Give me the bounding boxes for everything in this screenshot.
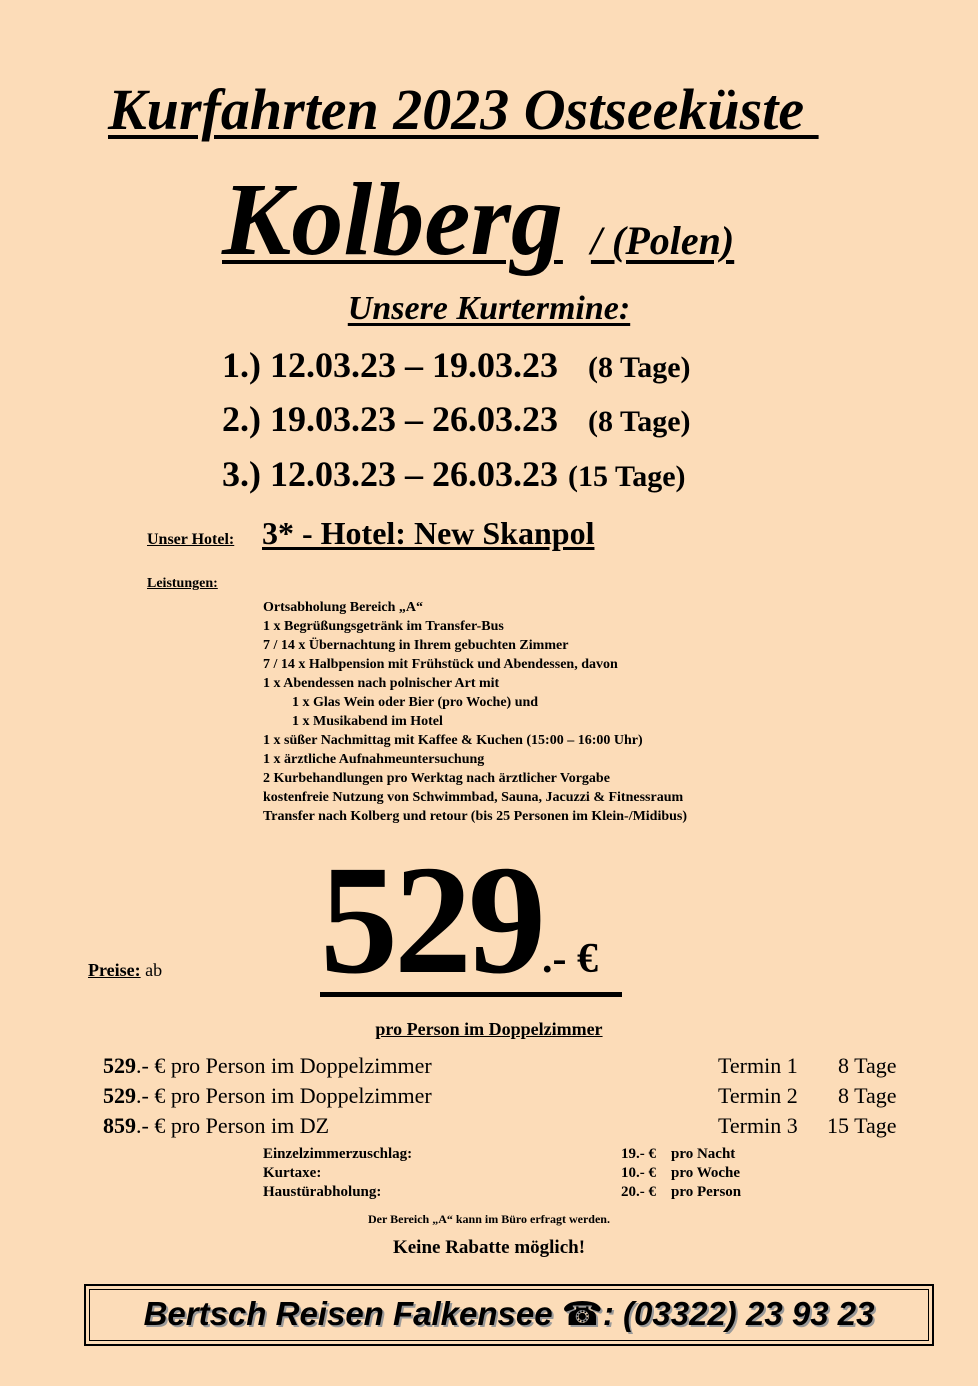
fee-label: Einzelzimmerzuschlag: (263, 1146, 413, 1162)
fee-amount: 20.- € (621, 1184, 656, 1200)
date-range: 1.) 12.03.23 – 19.03.23 (222, 345, 558, 385)
fee-amount: 10.- € (621, 1165, 656, 1181)
phone-number: : (03322) 23 93 23 (602, 1295, 875, 1332)
price-row-text: .- € pro Person im Doppelzimmer (136, 1083, 432, 1108)
price-row-days: 8 Tage (838, 1083, 897, 1108)
date-row (222, 453, 686, 495)
no-discount-note: Keine Rabatte möglich! (392, 1237, 586, 1258)
services-list (263, 598, 687, 826)
fee-unit: pro Person (671, 1184, 742, 1200)
price-row-termin: Termin 3 (718, 1113, 798, 1138)
country-name: / (Polen) (590, 218, 735, 263)
list-item: 1 x Begrüßungsgetränk im Transfer-Bus (263, 619, 504, 634)
list-item: 1 x Abendessen nach polnischer Art mit (263, 676, 500, 691)
price-from: ab (145, 960, 163, 980)
list-item: Transfer nach Kolberg und retour (bis 25 Personen im Klein-/Midibus) (263, 809, 688, 824)
list-item: 7 / 14 x Halbpension mit Frühstück und Abendessen, davon (263, 657, 618, 672)
city-name: Kolberg (222, 162, 563, 277)
hotel-label: Unser Hotel: (147, 531, 235, 548)
fee-amount: 19.- € (621, 1146, 656, 1162)
date-row (222, 398, 691, 440)
price-row (103, 1053, 432, 1079)
date-range: 3.) 12.03.23 – 26.03.23 (222, 454, 558, 494)
list-item: 1 x süßer Nachmittag mit Kaffee & Kuchen (15:00 – 16:00 Uhr) (263, 733, 643, 748)
fee-unit: pro Woche (671, 1165, 741, 1181)
list-item: 1 x Musikabend im Hotel (292, 714, 443, 729)
price-currency: .- € (542, 936, 598, 982)
area-note: Der Bereich „A“ kann im Büro erfragt werden. (368, 1212, 610, 1226)
price-row-amount: 859 (103, 1113, 136, 1138)
list-item: 2 Kurbehandlungen pro Werktag nach ärztlicher Vorgabe (263, 771, 610, 786)
date-range: 2.) 19.03.23 – 26.03.23 (222, 399, 558, 439)
services-label: Leistungen: (147, 576, 218, 591)
price-row-days: 8 Tage (838, 1053, 897, 1078)
date-row (222, 344, 691, 386)
list-item: kostenfreie Nutzung von Schwimmbad, Sauna, Jacuzzi & Fitnessraum (263, 790, 684, 805)
per-person-note (0, 1019, 978, 1040)
list-item: 1 x ärztliche Aufnahmeuntersuchung (263, 752, 485, 767)
company-name: Bertsch Reisen Falkensee (143, 1295, 553, 1332)
fee-label: Haustürabholung: (263, 1184, 382, 1200)
price-row-termin: Termin 1 (718, 1053, 798, 1078)
telephone-icon: ☎ (561, 1294, 603, 1333)
list-item: Ortsabholung Bereich „A“ (263, 600, 423, 615)
price-label (88, 960, 162, 981)
date-days: (8 Tage) (588, 405, 691, 438)
list-item: 7 / 14 x Übernachtung in Ihrem gebuchten Zimmer (263, 638, 569, 653)
price-row-text: .- € pro Person im Doppelzimmer (136, 1053, 432, 1078)
price-row (103, 1113, 329, 1139)
per-person-text: pro Person im Doppelzimmer (375, 1019, 603, 1039)
fee-label: Kurtaxe: (263, 1165, 322, 1181)
page-title: Kurfahrten 2023 Ostseeküste (108, 77, 819, 142)
footer-contact (84, 1284, 934, 1346)
date-days: (15 Tage) (568, 460, 686, 493)
price-amount: 529 (320, 833, 542, 1006)
price-row-amount: 529 (103, 1053, 136, 1078)
city-heading (222, 160, 796, 280)
price-row-text: .- € pro Person im DZ (136, 1113, 330, 1138)
price-label-text: Preise: (88, 960, 141, 980)
price-big (320, 833, 622, 1006)
price-row (103, 1083, 432, 1109)
price-row-termin: Termin 2 (718, 1083, 798, 1108)
list-item: 1 x Glas Wein oder Bier (pro Woche) und (292, 695, 539, 710)
price-row-amount: 529 (103, 1083, 136, 1108)
price-row-days: 15 Tage (827, 1113, 897, 1138)
hotel-name: 3* - Hotel: New Skanpol (262, 515, 595, 551)
date-days: (8 Tage) (588, 351, 691, 384)
dates-heading: Unsere Kurtermine: (347, 290, 631, 327)
fee-unit: pro Nacht (671, 1146, 736, 1162)
